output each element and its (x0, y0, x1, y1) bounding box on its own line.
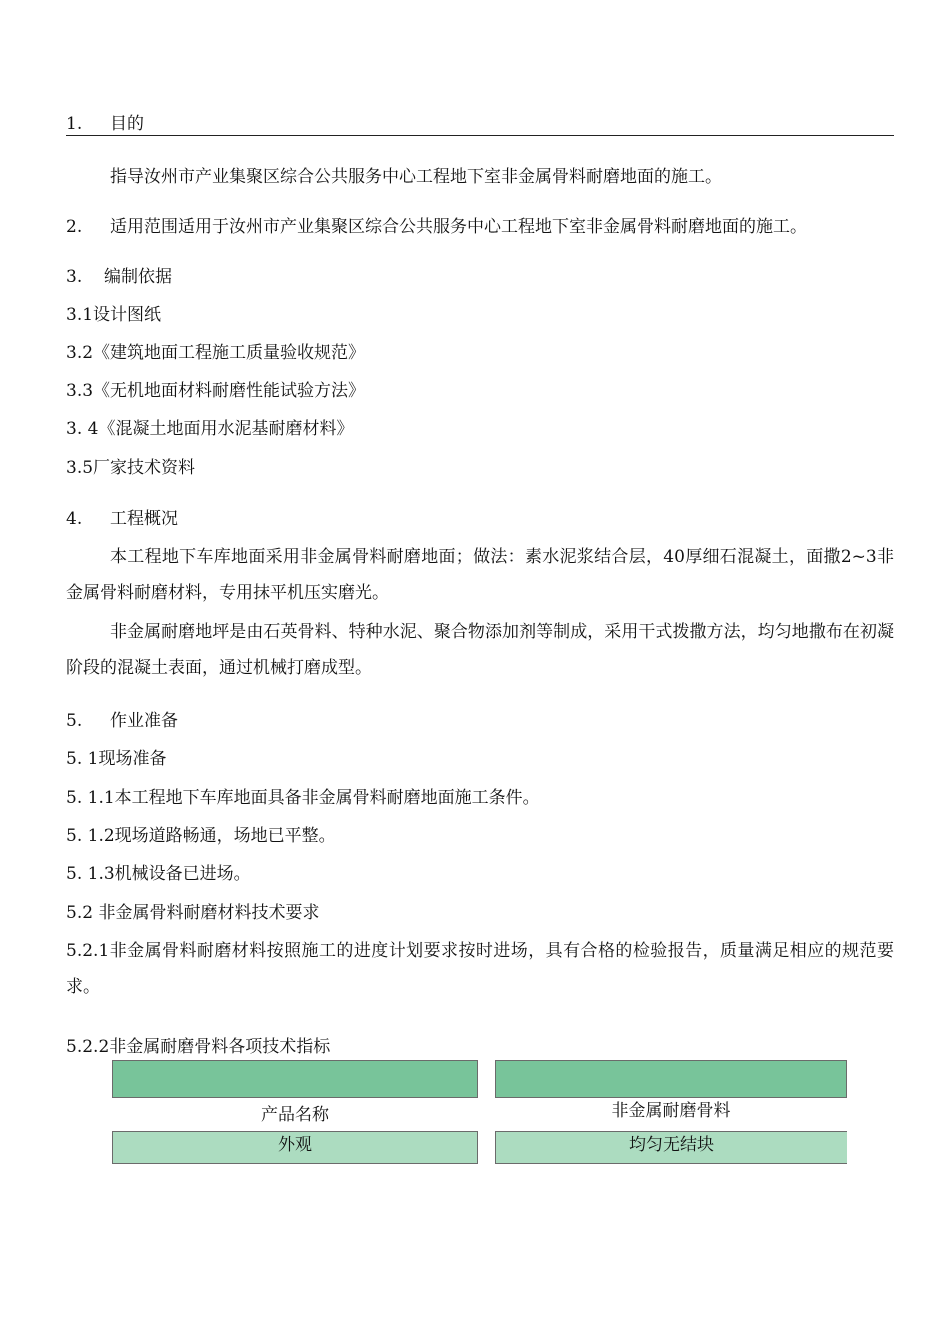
table-cell-text: 外观 (278, 1135, 312, 1155)
list-item: 5. 1.2现场道路畅通，场地已平整。 (66, 826, 336, 846)
section-title: 编制依据 (104, 267, 172, 287)
list-item: 5. 1.3机械设备已进场。 (66, 864, 251, 884)
list-item: 3.5厂家技术资料 (66, 458, 196, 478)
section-3-heading (66, 266, 172, 288)
section-number: 5. (66, 711, 83, 731)
table-row-cell (112, 1131, 478, 1164)
table-cell-text: 均匀无结块 (629, 1135, 714, 1155)
table-header-bar-right (495, 1060, 847, 1098)
section-5-2-2-caption: 5.2.2非金属耐磨骨料各项技术指标 (66, 1037, 331, 1057)
section-2-line (66, 216, 807, 238)
table-header-cell: 产品名称 (261, 1105, 329, 1125)
list-item: 5. 1现场准备 (66, 749, 167, 769)
section-title: 作业准备 (110, 711, 178, 731)
section-4-paragraph-1: 本工程地下车库地面采用非金属骨料耐磨地面；做法：素水泥浆结合层，40厚细石混凝土，面撒2~3非金属骨料耐磨材料，专用抹平机压实磨光。 (66, 547, 894, 603)
section-number: 1. (66, 114, 83, 134)
section-4-heading (66, 508, 178, 530)
section-1-body: 指导汝州市产业集聚区综合公共服务中心工程地下室非金属骨料耐磨地面的施工。 (110, 167, 722, 187)
list-item: 3.2《建筑地面工程施工质量验收规范》 (66, 343, 366, 363)
section-title: 工程概况 (110, 509, 178, 529)
list-item: 3.1设计图纸 (66, 305, 162, 325)
section-2-text: 适用范围适用于汝州市产业集聚区综合公共服务中心工程地下室非金属骨料耐磨地面的施工。 (110, 217, 807, 237)
section-number: 3. (66, 267, 83, 287)
table-header-bar-left (112, 1060, 478, 1098)
section-5-2-1-paragraph: 5.2.1非金属骨料耐磨材料按照施工的进度计划要求按时进场，具有合格的检验报告，质量满足相应的规范要求。 (66, 941, 894, 997)
list-item: 5.2 非金属骨料耐磨材料技术要求 (66, 903, 320, 923)
list-item: 3. 4《混凝土地面用水泥基耐磨材料》 (66, 419, 354, 439)
section-number: 2. (66, 217, 83, 237)
section-title: 目的 (110, 114, 144, 134)
table-header-cell: 非金属耐磨骨料 (611, 1101, 731, 1121)
list-item: 3.3《无机地面材料耐磨性能试验方法》 (66, 381, 366, 401)
section-4-paragraph-2: 非金属耐磨地坪是由石英骨料、特种水泥、聚合物添加剂等制成，采用干式拨撒方法，均匀地撒布在初凝阶段的混凝土表面，通过机械打磨成型。 (66, 622, 894, 678)
list-item: 5. 1.1本工程地下车库地面具备非金属骨料耐磨地面施工条件。 (66, 788, 540, 808)
section-5-heading (66, 710, 178, 732)
section-number: 4. (66, 509, 83, 529)
table-row-cell (495, 1131, 847, 1164)
section-1-heading (66, 113, 894, 136)
